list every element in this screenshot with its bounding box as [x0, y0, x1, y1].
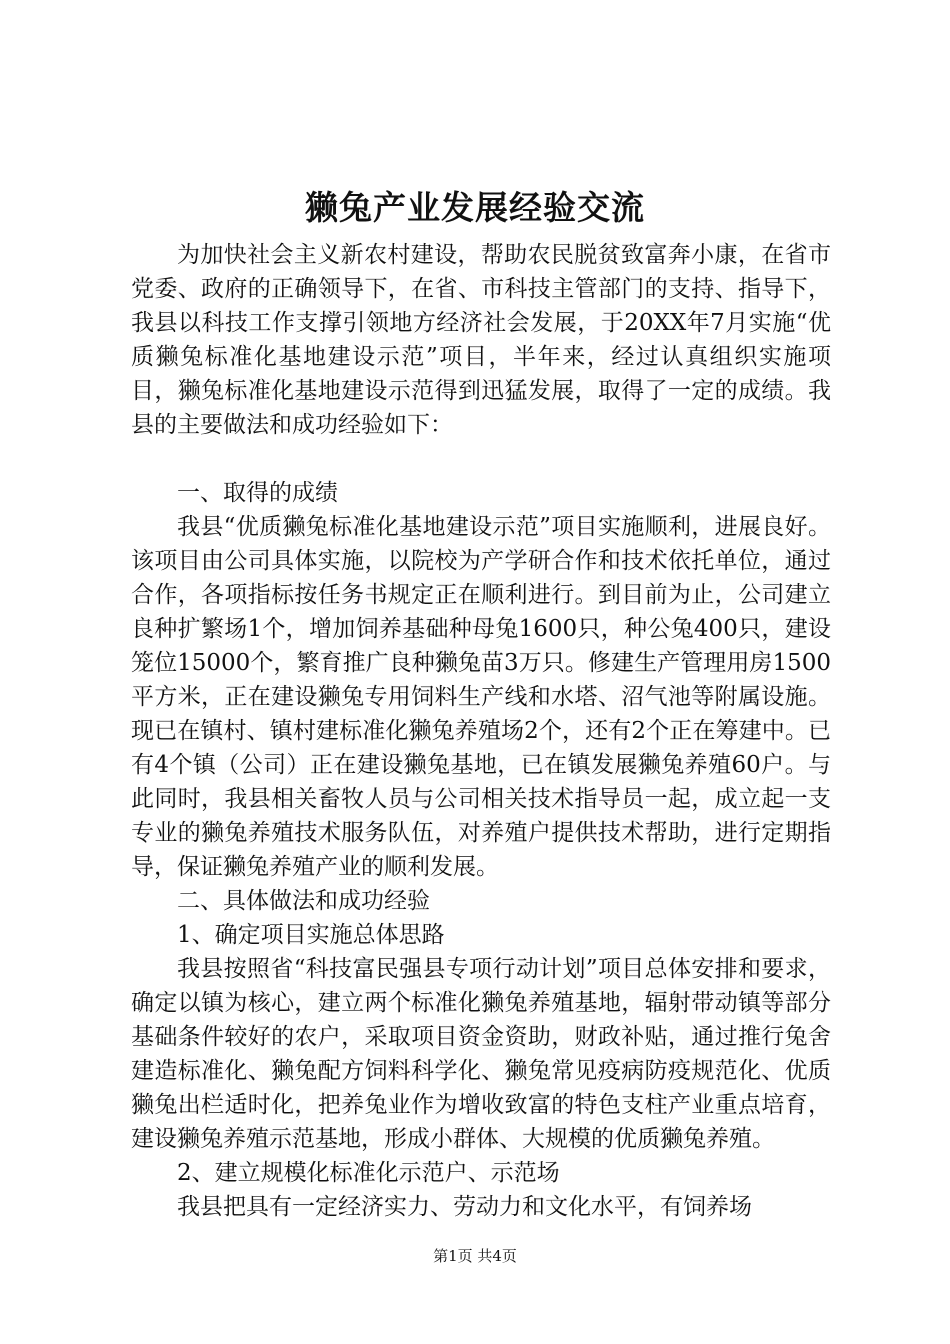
section-heading-methods: 二、具体做法和成功经验 — [177, 888, 430, 914]
strategy-paragraph: 我县按照省“科技富民强县专项行动计划”项目总体安排和要求，确定以镇为核心，建立两个标准化獭兔养殖基地，辐射带动镇等部分基础条件较好的农户，采取项目资金资助，财政补贴，通过推行兔舍建造标准化、獭兔配方饲料科学化、獭兔常见疫病防疫规范化、优质獭兔出栏适时化，把养兔业作为增收致富的特色支柱产业重点培育，建设獭兔养殖示范基地，形成小群体、大规模的优质獭兔养殖。 — [131, 956, 831, 1152]
demonstration-paragraph: 我县把具有一定经济实力、劳动力和文化水平，有饲养场 — [177, 1194, 752, 1220]
section-heading-achievements: 一、取得的成绩 — [177, 480, 338, 506]
paragraph-spacer — [131, 442, 831, 476]
page-number-footer: 第1页 共4页 — [433, 1247, 517, 1265]
subsection-heading-demonstration: 2、建立规模化标准化示范户、示范场 — [177, 1160, 560, 1186]
achievements-paragraph: 我县“优质獭兔标准化基地建设示范”项目实施顺利，进展良好。该项目由公司具体实施，以院校为产学研合作和技术依托单位，通过合作，各项指标按任务书规定正在顺利进行。到目前为止，公司建立良种扩繁场1个，增加饲养基础种母兔1600只，种公兔400只，建设笼位15000个，繁育推广良种獭兔苗3万只。修建生产管理用房1500平方米，正在建设獭兔专用饲料生产线和水塔、沼气池等附属设施。现已在镇村、镇村建标准化獭兔养殖场2个，还有2个正在筹建中。已有4个镇（公司）正在建设獭兔基地，已在镇发展獭兔养殖60户。与此同时，我县相关畜牧人员与公司相关技术指导员一起，成立起一支专业的獭兔养殖技术服务队伍，对养殖户提供技术帮助，进行定期指导，保证獭兔养殖产业的顺利发展。 — [131, 514, 831, 880]
subsection-heading-strategy: 1、确定项目实施总体思路 — [177, 922, 445, 948]
document-body — [131, 238, 831, 1224]
document-title: 獭兔产业发展经验交流 — [305, 188, 645, 227]
intro-paragraph: 为加快社会主义新农村建设，帮助农民脱贫致富奔小康，在省市党委、政府的正确领导下，在省、市科技主管部门的支持、指导下，我县以科技工作支撑引领地方经济社会发展，于20XX年7月实施“优质獭兔标准化基地建设示范”项目，半年来，经过认真组织实施项目，獭兔标准化基地建设示范得到迅猛发展，取得了一定的成绩。我县的主要做法和成功经验如下： — [131, 242, 831, 438]
